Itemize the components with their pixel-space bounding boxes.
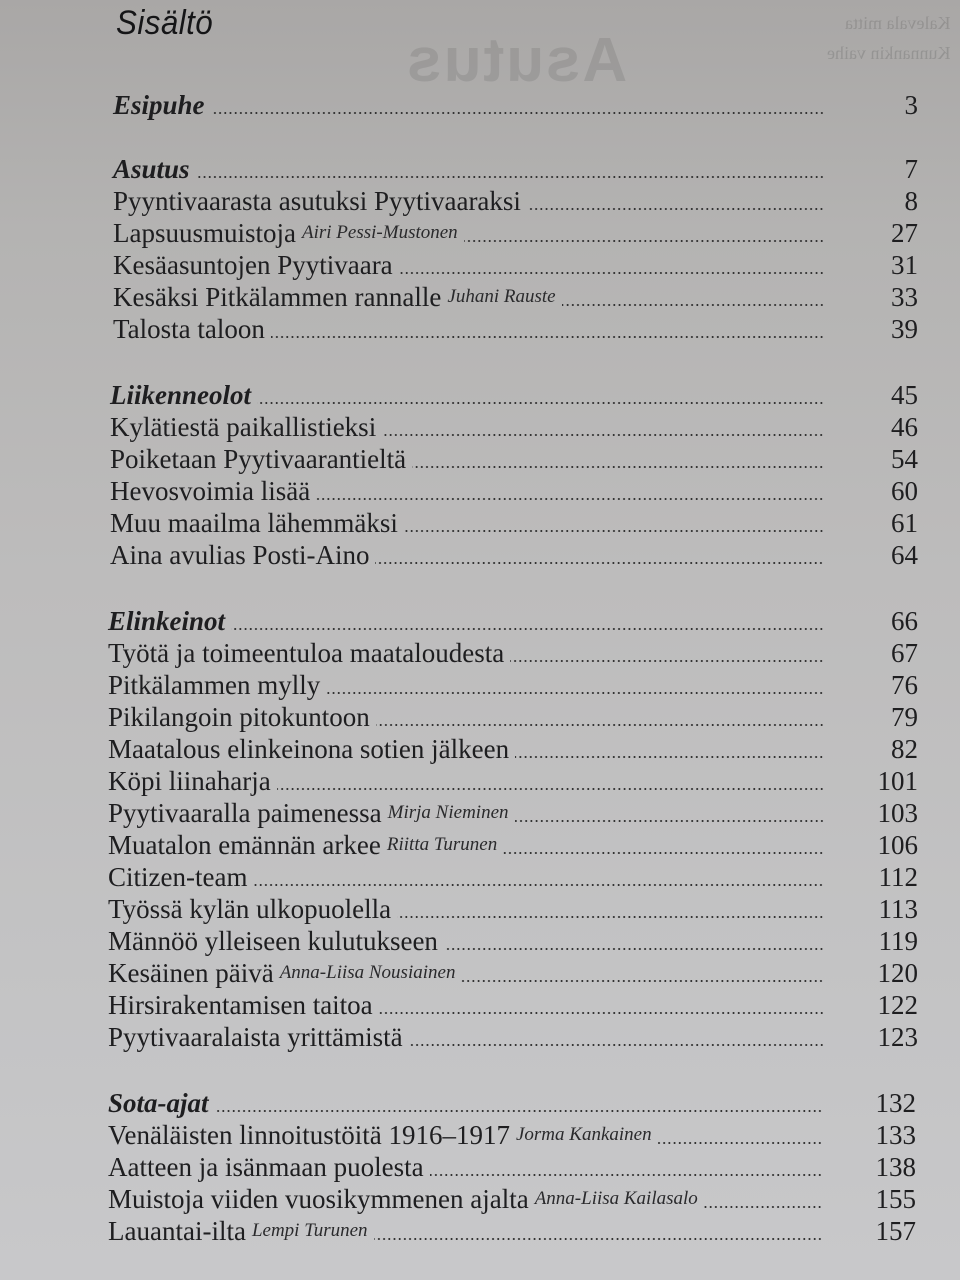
page-number: 67 [891,638,918,668]
chapter-title: Kesäasuntojen Pyytivaara [113,250,393,280]
dot-leader [527,208,824,210]
toc-entry-text [108,862,918,892]
toc-entry [108,636,918,668]
chapter-title: Citizen-team [108,862,248,892]
toc-section-heading [113,88,918,120]
toc-entry-text [108,670,918,700]
page-number: 82 [891,734,918,764]
bleed-line: Kalevala mitta [844,13,950,33]
page-number: 106 [877,830,918,860]
toc-entry-text [108,1120,916,1150]
section-title: Liikenneolot [110,380,251,410]
page-number: 120 [877,958,918,988]
page-number: 101 [877,766,918,796]
dot-leader [503,852,824,854]
page-number: 39 [891,314,918,344]
chapter-title: Hirsirakentamisen taitoa [108,990,373,1020]
toc-entry-text [110,540,918,570]
page-number: 113 [878,894,918,924]
toc-entry [110,442,918,474]
dot-leader [412,466,824,468]
toc-entry-text [110,476,918,506]
chapter-author: Anna-Liisa Nousiainen [279,962,456,983]
toc-entry [113,248,918,280]
dot-leader [510,660,824,662]
toc-entry [108,828,918,860]
toc-entry-text [108,606,918,636]
page-number: 103 [877,798,918,828]
chapter-title: Köpi liinaharja [108,766,271,796]
chapter-title: Talosta taloon [113,314,265,344]
toc-entry [113,184,918,216]
toc-section-heading [108,1086,916,1118]
page-number: 7 [904,154,918,184]
toc-entry [110,474,918,506]
toc-section-heading [113,152,918,184]
toc-entry-text [108,958,918,988]
bleed-line: Kunnankin vaihe [826,43,950,63]
dot-leader [399,272,824,274]
dot-leader [253,884,824,886]
toc-entry [113,312,918,344]
section-title: Asutus [113,154,190,184]
toc-entry [110,538,918,570]
dot-leader [515,756,824,758]
dot-leader [376,724,824,726]
page-number: 31 [891,250,918,280]
dot-leader [316,498,824,500]
toc-entry [108,700,918,732]
toc-entry [108,924,918,956]
toc-entry-text [108,638,918,668]
toc-entry [108,668,918,700]
chapter-author: Riitta Turunen [386,834,498,855]
dot-leader [562,304,824,306]
dot-leader [430,1174,822,1176]
dot-leader [374,1238,822,1240]
toc-entry [108,892,918,924]
chapter-author: Airi Pessi-Mustonen [302,222,458,243]
toc-entry-text [108,830,918,860]
toc-section-heading [110,378,918,410]
toc-entry-text [108,702,918,732]
page-number: 76 [891,670,918,700]
toc-entry-text [113,314,918,344]
page-number: 122 [877,990,918,1020]
toc-entry-text [113,186,918,216]
page-number: 3 [904,90,918,120]
toc-entry [108,1020,918,1052]
dot-leader [231,628,824,630]
toc-entry [113,280,918,312]
chapter-title: Pyyntivaarasta asutuksi Pyytivaaraksi [113,186,521,216]
toc-entry-text [108,734,918,764]
toc-entry-text [113,250,918,280]
page-number: 66 [891,606,918,636]
toc-entry [108,860,918,892]
toc-entry-text [108,1216,916,1246]
chapter-title: Lauantai-ilta [108,1216,246,1246]
toc-entry-text [110,380,918,410]
dot-leader [257,402,824,404]
dot-leader [277,788,824,790]
dot-leader [461,980,824,982]
toc-entry-text [108,798,918,828]
page-number: 123 [877,1022,918,1052]
chapter-title: Männöö ylleiseen kulutukseen [108,926,438,956]
chapter-title: Poiketaan Pyytivaarantieltä [110,444,407,474]
chapter-title: Hevosvoimia lisää [110,476,311,506]
dot-leader [375,562,824,564]
toc-entry-text [108,1088,916,1118]
toc-entry-text [113,218,918,248]
dot-leader [704,1206,822,1208]
toc-entry-text [108,926,918,956]
chapter-author: Juhani Rauste [447,286,556,307]
chapter-author: Jorma Kankainen [515,1124,652,1145]
page-number: 155 [875,1184,916,1214]
page-number: 54 [891,444,918,474]
chapter-title: Pyytivaaralla paimenessa [108,798,382,828]
dot-leader [658,1142,822,1144]
dot-leader [379,1012,824,1014]
page-number: 132 [875,1088,916,1118]
toc-section-heading [108,604,918,636]
chapter-title: Kylätiestä paikallistieksi [110,412,377,442]
page-number: 61 [891,508,918,538]
toc-entry [108,1150,916,1182]
page-number: 79 [891,702,918,732]
chapter-title: Lapsuusmuistoja [113,218,296,248]
dot-leader [271,336,824,338]
chapter-title: Pitkälammen mylly [108,670,321,700]
dot-leader [397,916,824,918]
toc-entry-text [110,508,918,538]
toc-entry [108,956,918,988]
chapter-author: Mirja Nieminen [387,802,509,823]
chapter-title: Venäläisten linnoitustöitä 1916–1917 [108,1120,510,1150]
chapter-title: Maatalous elinkeinona sotien jälkeen [108,734,510,764]
toc-entry [108,1182,916,1214]
dot-leader [515,820,824,822]
toc-entry-text [113,154,918,184]
page-number: 27 [891,218,918,248]
toc-entry [113,216,918,248]
dot-leader [409,1044,824,1046]
toc-entry [108,732,918,764]
toc-entry-text [108,990,918,1020]
chapter-title: Muistoja viiden vuosikymmenen ajalta [108,1184,529,1214]
chapter-title: Aatteen ja isänmaan puolesta [108,1152,424,1182]
toc-entry-text [113,282,918,312]
chapter-title: Pyytivaaralaista yrittämistä [108,1022,403,1052]
dot-leader [326,692,824,694]
toc-entry [110,410,918,442]
dot-leader [464,240,824,242]
page-number: 33 [891,282,918,312]
page-number: 133 [875,1120,916,1150]
chapter-author: Anna-Liisa Kailasalo [534,1188,698,1209]
toc-entry-text [110,444,918,474]
toc-entry-text [113,90,918,120]
toc-entry [108,764,918,796]
toc-entry-text [108,1022,918,1052]
page-number: 45 [891,380,918,410]
toc-entry-text [108,766,918,796]
section-title: Esipuhe [113,90,205,120]
toc-entry [108,796,918,828]
page-number: 157 [875,1216,916,1246]
toc-entry [110,506,918,538]
chapter-title: Kesäinen päivä [108,958,274,988]
page-number: 112 [878,862,918,892]
page-number: 64 [891,540,918,570]
chapter-title: Muatalon emännän arkee [108,830,381,860]
toc-entry-text [108,894,918,924]
chapter-title: Kesäksi Pitkälammen rannalle [113,282,442,312]
dot-leader [382,434,824,436]
toc-entry [108,1118,916,1150]
page-number: 138 [875,1152,916,1182]
section-title: Sota-ajat [108,1088,209,1118]
section-title: Elinkeinot [108,606,226,636]
toc-entry [108,1214,916,1246]
toc-entry [108,988,918,1020]
bleed-heading: Asutus [405,26,628,95]
chapter-title: Pikilangoin pitokuntoon [108,702,370,732]
toc-entry-text [108,1152,916,1182]
page-number: 46 [891,412,918,442]
chapter-title: Työtä ja toimeentuloa maataloudesta [108,638,505,668]
chapter-author: Lempi Turunen [251,1220,368,1241]
dot-leader [404,530,824,532]
dot-leader [211,112,824,114]
page-number: 119 [878,926,918,956]
page-number: 8 [904,186,918,216]
chapter-title: Työssä kylän ulkopuolella [108,894,392,924]
toc-entry-text [108,1184,916,1214]
dot-leader [196,176,824,178]
toc-entry-text [110,412,918,442]
chapter-title: Aina avulias Posti-Aino [110,540,370,570]
page-number: 60 [891,476,918,506]
dot-leader [444,948,824,950]
chapter-title: Muu maailma lähemmäksi [110,508,398,538]
dot-leader [215,1110,822,1112]
page-title: Sisältö [116,4,214,42]
